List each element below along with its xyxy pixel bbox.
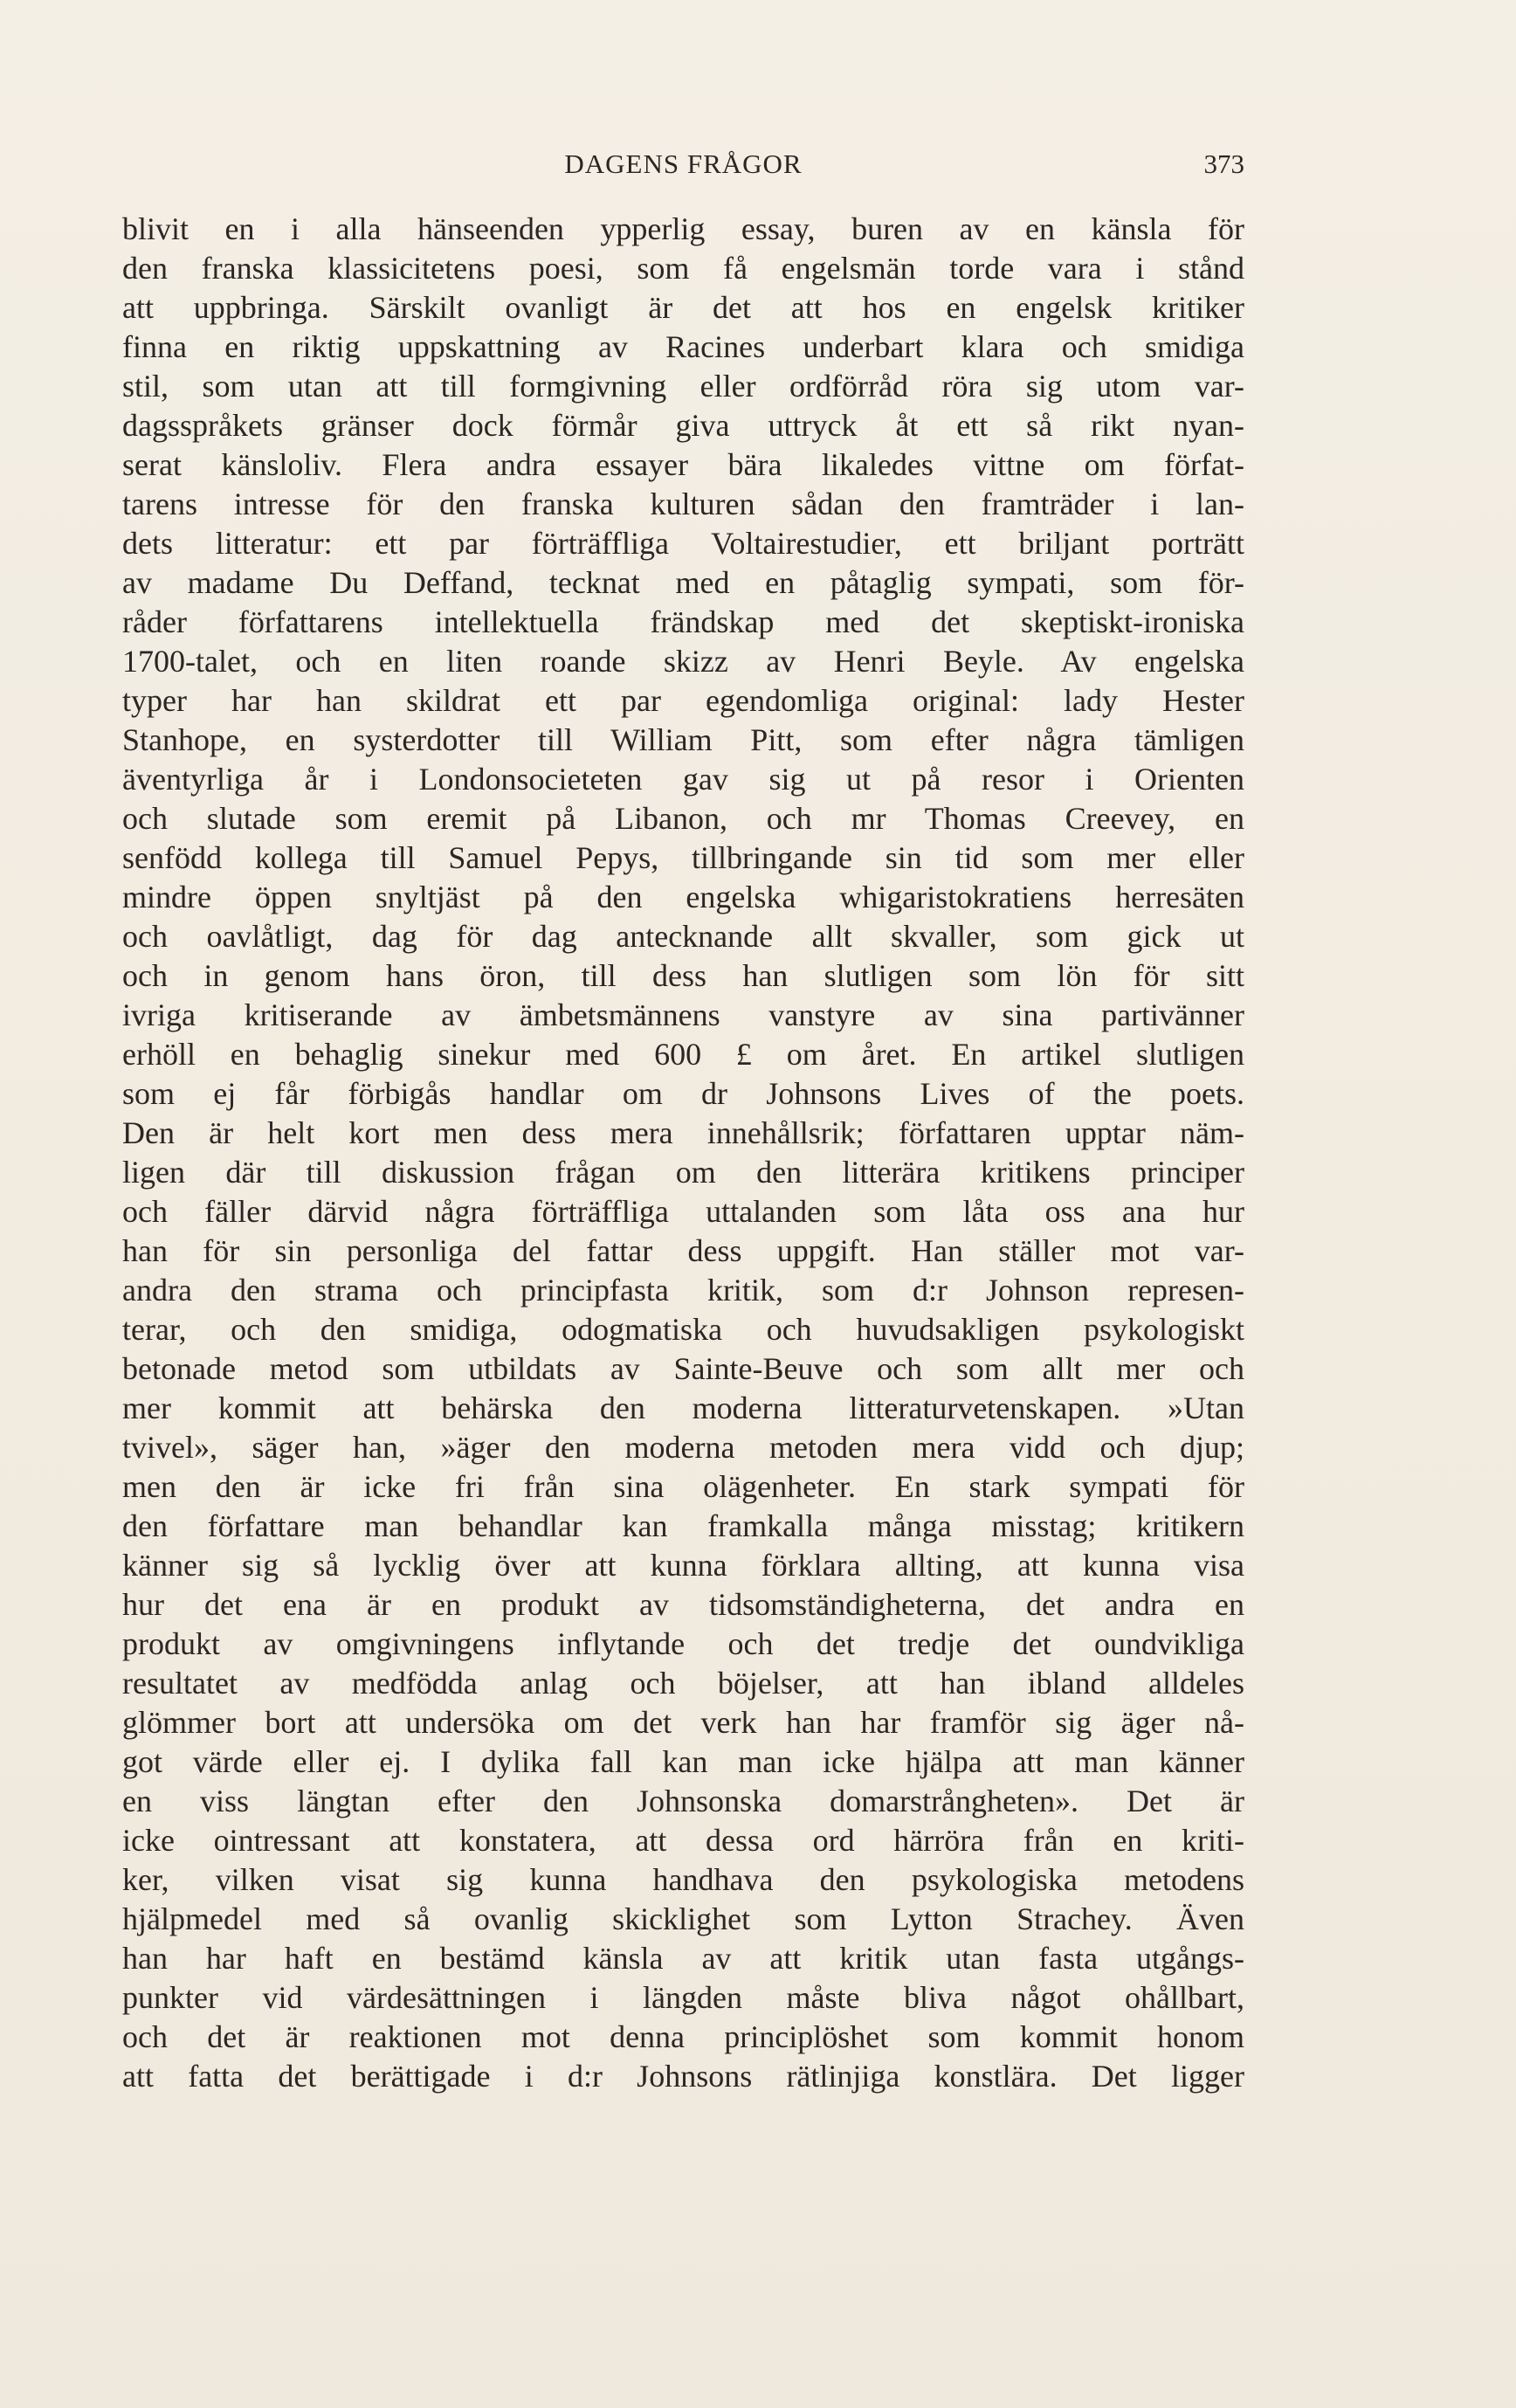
text-line: 1700-talet, och en liten roande skizz av Henri Beyle. Av engelska [122, 644, 1244, 679]
text-line: Stanhope, en systerdotter till William Pitt, som efter några tämligen [122, 722, 1244, 757]
text-line: glömmer bort att undersöka om det verk han har framför sig äger nå- [122, 1705, 1244, 1740]
text-line: och oavlåtligt, dag för dag antecknande allt skvaller, som gick ut [122, 919, 1244, 954]
text-line: och fäller därvid några förträffliga uttalanden som låta oss ana hur [122, 1194, 1244, 1229]
text-line: senfödd kollega till Samuel Pepys, tillbringande sin tid som mer eller [122, 840, 1244, 875]
text-line: dagsspråkets gränser dock förmår giva uttryck åt ett så rikt nyan- [122, 408, 1244, 443]
text-line: Den är helt kort men dess mera innehållsrik; författaren upptar näm- [122, 1115, 1244, 1150]
text-line: att fatta det berättigade i d:r Johnsons rätlinjiga konstlära. Det ligger [122, 2059, 1244, 2094]
text-line: dets litteratur: ett par förträffliga Voltairestudier, ett briljant porträtt [122, 526, 1244, 561]
text-line: finna en riktig uppskattning av Racines underbart klara och smidiga [122, 329, 1244, 364]
text-line: betonade metod som utbildats av Sainte-Beuve och som allt mer och [122, 1351, 1244, 1386]
text-line: och slutade som eremit på Libanon, och mr Thomas Creevey, en [122, 801, 1244, 836]
text-line: ligen där till diskussion frågan om den litterära kritikens principer [122, 1155, 1244, 1190]
text-line: ker, vilken visat sig kunna handhava den psykologiska metodens [122, 1862, 1244, 1897]
text-line: mer kommit att behärska den moderna litteraturvetenskapen. »Utan [122, 1390, 1244, 1425]
text-line: hur det ena är en produkt av tidsomständigheterna, det andra en [122, 1587, 1244, 1622]
text-line: men den är icke fri från sina olägenheter. En stark sympati för [122, 1469, 1244, 1504]
text-line: terar, och den smidiga, odogmatiska och huvudsakligen psykologiskt [122, 1312, 1244, 1347]
text-line: resultatet av medfödda anlag och böjelser, att han ibland alldeles [122, 1666, 1244, 1701]
text-line: tvivel», säger han, »äger den moderna metoden mera vidd och djup; [122, 1430, 1244, 1465]
text-line: av madame Du Deffand, tecknat med en påtaglig sympati, som för- [122, 565, 1244, 600]
text-line: och det är reaktionen mot denna principlöshet som kommit honom [122, 2019, 1244, 2054]
text-line: och in genom hans öron, till dess han slutligen som lön för sitt [122, 958, 1244, 993]
text-line: en viss längtan efter den Johnsonska domarstrångheten». Det är [122, 1784, 1244, 1818]
text-line: mindre öppen snyltjäst på den engelska whigaristokratiens herresäten [122, 880, 1244, 914]
text-line: produkt av omgivningens inflytande och det tredje det oundvikliga [122, 1626, 1244, 1661]
running-title: DAGENS FRÅGOR [564, 148, 803, 179]
text-line: att uppbringa. Särskilt ovanligt är det att hos en engelsk kritiker [122, 290, 1244, 325]
text-line: han för sin personliga del fattar dess uppgift. Han ställer mot var- [122, 1233, 1244, 1268]
page-number: 373 [1203, 148, 1244, 179]
text-line: som ej får förbigås handlar om dr Johnsons Lives of the poets. [122, 1076, 1244, 1111]
text-line: andra den strama och principfasta kritik, som d:r Johnson represen- [122, 1273, 1244, 1307]
text-line: erhöll en behaglig sinekur med 600 £ om året. En artikel slutligen [122, 1037, 1244, 1072]
text-line: den författare man behandlar kan framkalla många misstag; kritikern [122, 1508, 1244, 1543]
text-line: tarens intresse för den franska kulturen sådan den framträder i lan- [122, 486, 1244, 521]
text-line: hjälpmedel med så ovanlig skicklighet som Lytton Strachey. Även [122, 1901, 1244, 1936]
text-line: äventyrliga år i Londonsocieteten gav sig ut på resor i Orienten [122, 762, 1244, 797]
text-line: blivit en i alla hänseenden ypperlig essay, buren av en känsla för [122, 211, 1244, 246]
text-line: råder författarens intellektuella frändskap med det skeptiskt-ironiska [122, 604, 1244, 639]
running-head [122, 145, 1244, 183]
text-line: serat känsloliv. Flera andra essayer bära likaledes vittne om förfat- [122, 447, 1244, 482]
text-line: han har haft en bestämd känsla av att kritik utan fasta utgångs- [122, 1941, 1244, 1976]
text-line: den franska klassicitetens poesi, som få engelsmän torde vara i stånd [122, 251, 1244, 286]
text-line: icke ointressant att konstatera, att dessa ord härröra från en kriti- [122, 1823, 1244, 1858]
text-line: got värde eller ej. I dylika fall kan man icke hjälpa att man känner [122, 1744, 1244, 1779]
text-line: punkter vid värdesättningen i längden måste bliva något ohållbart, [122, 1980, 1244, 2015]
text-line: stil, som utan att till formgivning eller ordförråd röra sig utom var- [122, 369, 1244, 404]
text-line: ivriga kritiserande av ämbetsmännens vanstyre av sina partivänner [122, 997, 1244, 1032]
text-line: känner sig så lycklig över att kunna förklara allting, att kunna visa [122, 1548, 1244, 1583]
text-line: typer har han skildrat ett par egendomliga original: lady Hester [122, 683, 1244, 718]
body-text [122, 210, 1244, 2096]
